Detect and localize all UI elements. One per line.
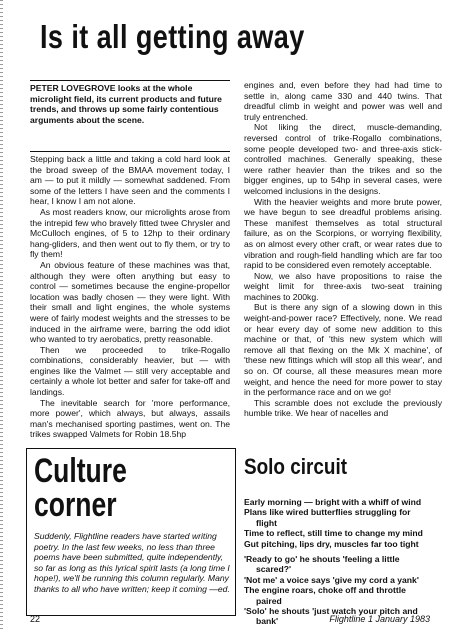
- article-paragraph: The inevitable search for 'more performance, more power', which always, but always, assails man's mechanised sporting pastimes, went on. The trikes swapped Valmets for Robin 18.5hp: [30, 397, 230, 440]
- article-paragraph: As most readers know, our microlights arose from the intrepid few who bravely fitted twee Chrysler and McCulloch engines, of 5 to 12hp to their ordinary hang-gliders, and then went out to fly them, or try to fly them!: [30, 206, 230, 260]
- poem-title: Solo circuit: [244, 454, 348, 479]
- article-paragraph: With the heavier weights and more brute power, we have begun to see dreadful problems arising. These manifest themselves as total structural failure, as on the Scorpions, or worrying flexibility, as on almost every other craft, or wear rates due to vibration and rough-field handling which are far too rapid to be considered even remotely acceptable.: [244, 196, 442, 271]
- culture-corner-body: Suddenly, Flightline readers have started writing poetry. In the last few weeks, no less than three poems have been submitted, quite independently, so far as long as this lyrical spirit lasts (a long time I hope!), we'll be running this column regularly. Many thanks to all who have written; keep it coming —ed.: [34, 531, 230, 594]
- page-number: 22: [30, 614, 41, 624]
- article-paragraph: engines and, even before they had had time to settle in, along came 330 and 440 twins. That dreadful climb in weight and power was well and truly entrenched.: [244, 80, 442, 122]
- poem-line: paired: [256, 595, 282, 606]
- article-paragraph: An obvious feature of these machines was that, although they were often anything but easy to control — sometimes because the engine-propellor location was badly chosen — they were light. With their small and light engines, the whole systems were of fairly modest weights and the stresses to be induced in the airframe were, barring the odd idiot who wanted to try aerobatics, pretty reasonable.: [30, 259, 230, 345]
- article-paragraph: Then we proceeded to trike-Rogallo combinations, considerably heavier, but — with engines like the Valmet — still very acceptable and certainly a whole lot better and safer for take-off and landings.: [30, 344, 230, 398]
- poem-line: 'Not me' a voice says 'give my cord a yank': [244, 574, 419, 585]
- article-paragraph: Not liking the direct, muscle-demanding, reversed control of trike-Rogallo combinations, some people developed two- and three-axis stick-controlled machines. Generally speaking, these were rather heavier than the trikes and so the bigger engines, up to 54hp in several cases, were welcomed inclusions in the designs.: [244, 122, 442, 196]
- article-paragraph: Stepping back a little and taking a cold hard look at the broad sweep of the BMAA movement today, I am — to put it mildly — somewhat saddened. From some of the letters I have seen and the comments I hear, I know I am not alone.: [30, 154, 230, 207]
- poem-line: 'Solo' he shouts 'just watch your pitch and: [244, 606, 418, 617]
- standfirst-top-rule: [30, 80, 230, 81]
- standfirst: PETER LOVEGROVE looks at the whole microlight field, its current products and future trends, and throws up some fairly contentious arguments about the scene.: [30, 83, 222, 125]
- poem-line: Early morning — bright with a whiff of wind: [244, 497, 422, 507]
- poem-line: 'Ready to go' he shouts 'feeling a little: [244, 554, 400, 564]
- issue-label: Flightline 1 January 1983: [329, 614, 430, 624]
- poem-line: flight: [256, 517, 277, 528]
- poem-stanza-1: [244, 497, 444, 549]
- poem-line: Plans like wired butterflies struggling for: [244, 507, 411, 518]
- culture-title-line-2: corner: [34, 486, 117, 524]
- standfirst-bottom-rule: [30, 151, 230, 152]
- poem-line: Time to reflect, still time to change my mind: [244, 528, 423, 539]
- article-headline: Is it all getting away: [40, 18, 305, 55]
- article-paragraph: But is there any sign of a slowing down in this weight-and-power race? Effectively, none. We read or hear every day of some new addition to this machine or that, of 'this new system which will remove all that flexing on the Mk X machine', of 'these new fittings which will stop all this wear', and so on. Of course, all these measures mean more weight, and hence the need for more power to stay in the performance race and on we go!: [244, 302, 442, 398]
- article-paragraph: This scramble does not exclude the previously humble trike. We hear of nacelles and: [244, 397, 442, 419]
- culture-title-line-1: Culture: [34, 452, 127, 490]
- poem-line: bank': [256, 616, 279, 627]
- poem-line: Gut pitching, lips dry, muscles far too tight: [244, 538, 419, 549]
- article-paragraph: Now, we also have propositions to raise the weight limit for three-axis two-seat training machines to 200kg.: [244, 270, 442, 302]
- poem-line: scared?': [256, 564, 292, 575]
- page-edge-perforation: [0, 0, 3, 630]
- culture-corner-title: [34, 454, 127, 522]
- poem-line: The engine roars, choke off and throttle: [244, 585, 406, 596]
- article-column-right: [244, 80, 442, 419]
- article-column-left: [30, 154, 230, 440]
